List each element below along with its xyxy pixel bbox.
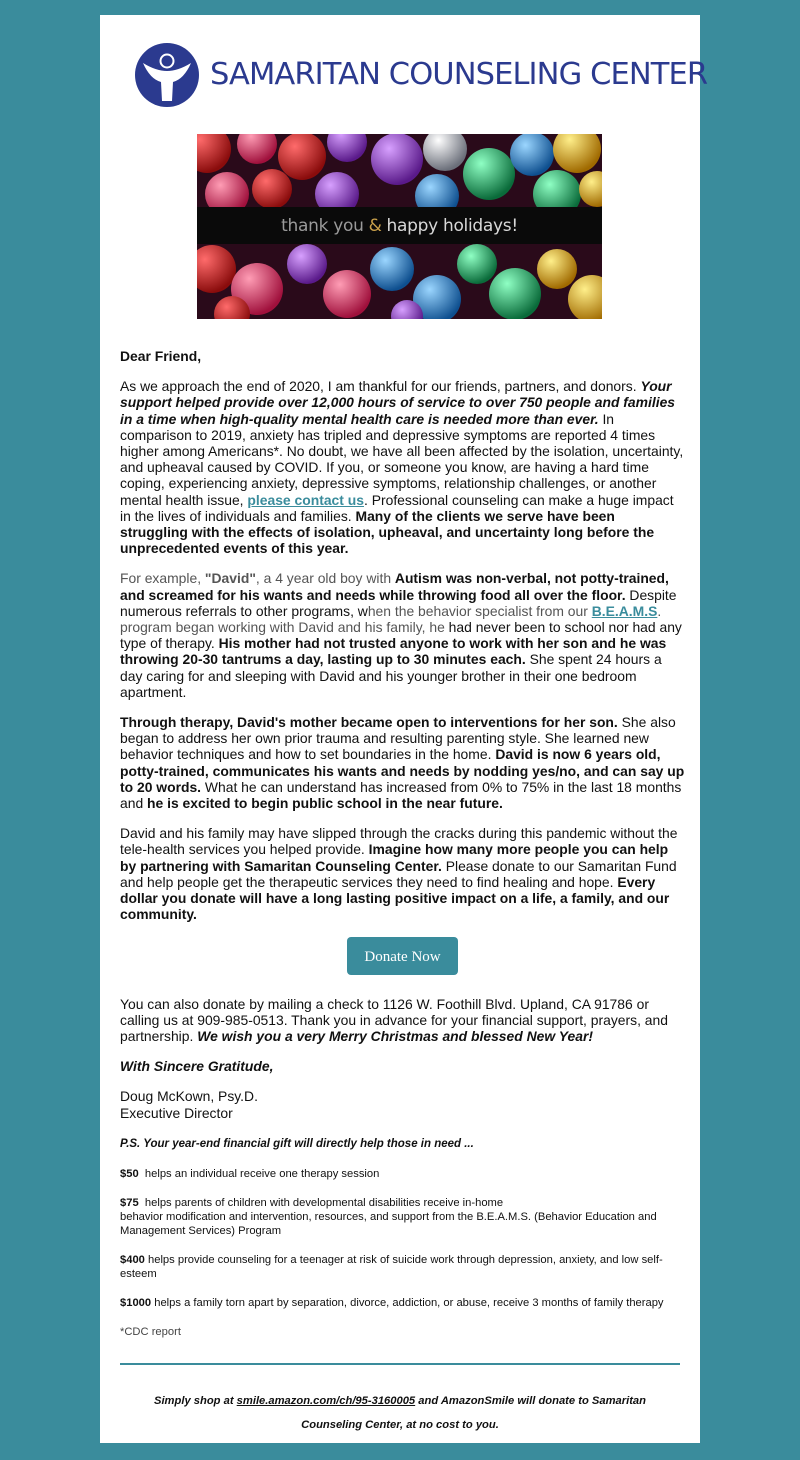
- amazon-smile-link[interactable]: smile.amazon.com/ch/95-3160005: [236, 1395, 416, 1407]
- closing-text: With Sincere Gratitude,: [120, 1058, 274, 1075]
- banner-text-thank-you: thank you: [281, 215, 364, 236]
- gift-amount: $50: [120, 1167, 139, 1180]
- signature: [120, 1088, 685, 1120]
- signer-title: Executive Director: [120, 1104, 233, 1121]
- text: hen the behavior specialist from our: [367, 602, 592, 619]
- footnote: *CDC report: [120, 1325, 181, 1338]
- text-bold: His mother had not trusted anyone to work with her son and he was throwing 20-30 tantrums a day, lasting up to 30 minutes each.: [120, 635, 667, 668]
- contact-us-link[interactable]: please contact us: [247, 491, 364, 508]
- amazon-smile-note: [130, 1389, 670, 1437]
- text: Simply shop at: [153, 1395, 237, 1407]
- text: For example,: [120, 570, 205, 587]
- text-bold: Every dollar you donate will have a long lasting positive impact on a life, a family, and our community.: [120, 873, 670, 923]
- text: , a 4 year old boy with: [255, 570, 395, 587]
- email-card: [100, 15, 708, 1443]
- text-bold: "David": [204, 570, 256, 587]
- letter-body: [120, 348, 685, 1339]
- gift-amount: $400: [120, 1253, 145, 1266]
- banner-caption: [197, 207, 602, 244]
- divider: [120, 1363, 680, 1365]
- banner-text-happy-holidays: happy holidays!: [386, 215, 518, 236]
- closing: [120, 1058, 685, 1074]
- text: In comparison to 2019, anxiety has tripled and depressive symptoms are reported 4 times higher among Americans*. No doubt, we have all been affected by the isolation, uncertainty, and upheaval caused by COVID. If you, or someone you know, are having a hard time coping, experiencing anxiety, depressive symptoms, relationship challenges, or another mental health issue,: [120, 410, 684, 508]
- gift-description-continued: behavior modification and intervention, resources, and support from the B.E.A.M.S. (Behavior Education and Management Services) Program: [120, 1210, 657, 1237]
- holiday-banner: [197, 134, 602, 319]
- beams-link[interactable]: B.E.A.M.S: [591, 602, 658, 619]
- text: David and his family may have slipped through the cracks during this pandemic without the tele-health services you helped provide.: [120, 825, 678, 858]
- text-emphasis: Your support helped provide over 12,000 hours of service to over 750 people and families in a time when high-quality mental health care is needed more than ever.: [120, 378, 676, 427]
- text: She also began to address her own prior trauma and resulting parenting style. She learned new behavior techniques and how to set boundaries in the home.: [120, 714, 676, 763]
- gift-item: [120, 1253, 685, 1281]
- text-bold: Many of the clients we serve have been struggling with the effects of isolation, upheaval, and uncertainty long before the unprecedented events of this year.: [120, 507, 655, 557]
- donate-now-button[interactable]: Donate Now: [347, 937, 458, 975]
- text: Despite numerous referrals to other programs, w: [120, 586, 677, 619]
- gift-amount: $1000: [120, 1296, 152, 1309]
- text: You can also donate by mailing a check to 1126 W. Foothill Blvd. Upland, CA 91786 or calling us at 909-985-0513. Thank you in advance for your financial support, prayers, and partnership.: [120, 995, 668, 1044]
- signer-name: Doug McKown, Psy.D.: [120, 1088, 258, 1105]
- paragraph-intro: [120, 378, 685, 556]
- logo-wordmark: SAMARITAN COUNSELING CENTER: [210, 57, 708, 92]
- paragraph-appeal: [120, 825, 685, 922]
- text: Please donate to our Samaritan Fund and help people get the therapeutic services they need to find healing and hope.: [120, 857, 677, 890]
- text: She spent 24 hours a day caring for and sleeping with David and his younger brother in their one bedroom apartment.: [120, 651, 662, 700]
- text-bold: Autism was non-verbal, not potty-trained, and screamed for his wants and needs while throwing food all over the floor.: [120, 570, 669, 603]
- gift-description: helps provide counseling for a teenager at risk of suicide work through depression, anxiety, and low self-esteem: [120, 1253, 663, 1280]
- text-bold: David is now 6 years old, potty-trained, communicates his wants and needs by nodding yes/no, and can say up to 20 words.: [120, 746, 685, 795]
- donate-section: [120, 937, 685, 975]
- paragraph-story: [120, 570, 685, 700]
- gift-amount: $75: [120, 1196, 139, 1209]
- text-bold: Through therapy, David's mother became open to interventions for her son.: [120, 714, 618, 731]
- gift-item: [120, 1196, 685, 1238]
- gift-item: [120, 1167, 685, 1181]
- text-emphasis: We wish you a very Merry Christmas and blessed New Year!: [197, 1027, 594, 1044]
- paragraph-mail: [120, 996, 685, 1045]
- paragraph-therapy: [120, 714, 685, 811]
- logo: [134, 42, 708, 108]
- text: As we approach the end of 2020, I am thankful for our friends, partners, and donors.: [120, 378, 641, 395]
- postscript: P.S. Your year-end financial gift will directly help those in need ...: [120, 1137, 474, 1150]
- text-bold: he is excited to begin public school in the near future.: [147, 795, 503, 812]
- gift-description: helps parents of children with developmental disabilities receive in-home: [138, 1196, 504, 1209]
- text: What he can understand has increased from 0% to 75% in the last 18 months and: [120, 778, 682, 812]
- greeting: Dear Friend,: [120, 348, 202, 364]
- banner-ampersand: &: [368, 215, 382, 236]
- text-bold: Imagine how many more people you can help by partnering with Samaritan Counseling Center.: [120, 841, 669, 874]
- gift-item: [120, 1296, 685, 1310]
- person-logo-icon: [134, 42, 200, 108]
- text: . Professional counseling can make a huge impact in the lives of individuals and families.: [120, 491, 674, 524]
- text: and AmazonSmile will donate to Samaritan Counseling Center, at no cost to you.: [301, 1395, 646, 1431]
- gift-description: helps an individual receive one therapy session: [138, 1167, 380, 1180]
- text: . program began working with David and his family, he: [120, 602, 662, 636]
- text: had never been to school nor had any type of therapy.: [120, 619, 682, 652]
- gift-description: helps a family torn apart by separation, divorce, addiction, or abuse, receive 3 months of family therapy: [151, 1296, 664, 1309]
